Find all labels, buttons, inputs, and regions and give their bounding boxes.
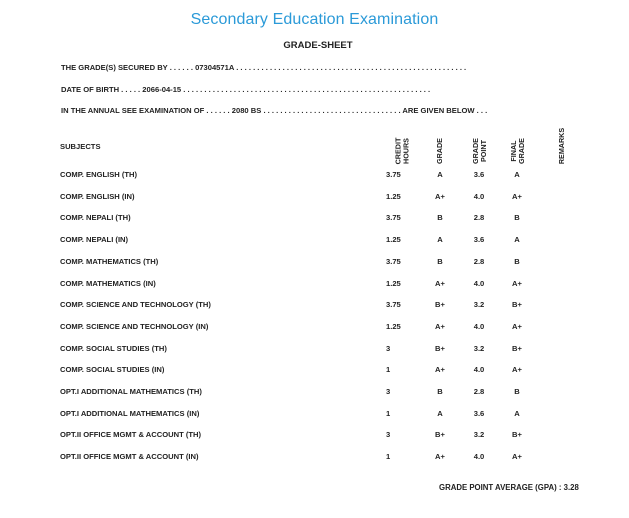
final-grade-value: A — [514, 170, 520, 179]
grade-secured-by-dots: . . . . . . . . . . . . . . . . . . . . . . . . . . . . . . . . . . . . . . . . . . . . . . . . . . . . . . . — [236, 63, 467, 72]
grade-value: A — [437, 235, 443, 245]
subject-name: COMP. SOCIAL STUDIES (IN) — [60, 365, 165, 375]
symbol-number: 07304571A — [195, 63, 235, 72]
grade-point-value: 4.0 — [473, 452, 485, 462]
subject-name: OPT.II OFFICE MGMT & ACCOUNT (IN) — [60, 452, 199, 462]
credit-hours-value: 1.25 — [386, 235, 401, 245]
credit-hours-value: 3.75 — [386, 256, 401, 266]
final-grade-value: B — [514, 387, 520, 396]
header-grade-point — [470, 130, 490, 172]
final-grade-value: A — [514, 235, 520, 245]
final-grade-value: A+ — [512, 365, 522, 375]
final-grade-value: B+ — [512, 343, 522, 353]
date-of-birth-line — [61, 85, 430, 94]
grade-point-value: 3.6 — [473, 170, 485, 179]
grade-point-value: 2.8 — [473, 387, 485, 396]
subject-name: COMP. SCIENCE AND TECHNOLOGY (IN) — [60, 321, 209, 331]
credit-hours-value: 3 — [386, 430, 391, 440]
subject-name: COMP. ENGLISH (IN) — [60, 191, 135, 201]
grade-value: A+ — [435, 365, 445, 375]
header-credit-hours — [392, 130, 412, 172]
exam-prefix: IN THE ANNUAL SEE EXAMINATION OF . . . . . . — [61, 106, 230, 115]
subject-name: COMP. MATHEMATICS (IN) — [60, 278, 156, 288]
header-credit-line2: HOURS — [401, 138, 411, 164]
subject-name: OPT.II OFFICE MGMT & ACCOUNT (TH) — [60, 430, 202, 440]
table-row — [0, 213, 629, 227]
subject-name: OPT.I ADDITIONAL MATHEMATICS (TH) — [60, 387, 202, 396]
exam-year: 2080 BS — [231, 106, 262, 115]
grade-point-value: 3.2 — [473, 343, 485, 353]
header-remarks — [552, 125, 572, 167]
grade-value: A+ — [435, 452, 445, 462]
grade-value: B+ — [435, 300, 445, 310]
grade-point-value: 2.8 — [473, 213, 485, 223]
grade-point-value: 2.8 — [473, 256, 485, 266]
grade-point-value: 4.0 — [473, 191, 485, 201]
header-remarks-label: REMARKS — [557, 127, 566, 165]
header-final-line2: GRADE — [517, 138, 526, 164]
header-credit-line1: CREDIT — [393, 137, 403, 165]
header-grade-point-line1: GRADE — [471, 138, 480, 164]
grade-value: A+ — [435, 191, 445, 201]
subject-name: COMP. SOCIAL STUDIES (TH) — [60, 343, 167, 353]
grade-point-value: 4.0 — [473, 365, 485, 375]
credit-hours-value: 3 — [386, 343, 391, 353]
subject-name: OPT.I ADDITIONAL MATHEMATICS (IN) — [60, 408, 200, 418]
subject-name: COMP. NEPALI (TH) — [60, 213, 131, 223]
subject-name: COMP. MATHEMATICS (TH) — [60, 256, 159, 266]
table-row — [0, 300, 629, 314]
header-subjects: SUBJECTS — [60, 142, 101, 151]
table-row — [0, 192, 629, 206]
subject-name: COMP. SCIENCE AND TECHNOLOGY (TH) — [60, 300, 211, 310]
final-grade-value: B+ — [512, 300, 522, 310]
grade-point-value: 3.6 — [473, 235, 485, 245]
header-final-grade — [508, 130, 528, 172]
grade-point-value: 3.2 — [473, 430, 485, 440]
grade-value: A — [437, 170, 443, 179]
table-row — [0, 322, 629, 336]
grade-value: B+ — [435, 430, 445, 440]
subject-name: COMP. NEPALI (IN) — [60, 235, 129, 245]
grade-sheet-heading: GRADE-SHEET — [283, 40, 353, 51]
table-row — [0, 279, 629, 293]
credit-hours-value: 1 — [386, 452, 391, 462]
table-row — [0, 452, 629, 466]
table-row — [0, 170, 629, 184]
header-grade — [430, 130, 450, 172]
grade-point-value: 3.2 — [473, 300, 485, 310]
subject-name: COMP. ENGLISH (TH) — [60, 170, 138, 179]
table-row — [0, 257, 629, 271]
dob-dots: . . . . . . . . . . . . . . . . . . . . . . . . . . . . . . . . . . . . . . . . . . . . . . . . . . . . . . . . . . . — [183, 85, 431, 94]
grade-point-value: 4.0 — [473, 278, 485, 288]
credit-hours-value: 1.25 — [386, 278, 401, 288]
grade-value: A+ — [435, 278, 445, 288]
header-grade-point-line2: POINT — [479, 140, 488, 162]
table-row — [0, 409, 629, 423]
grade-point-value: 3.6 — [473, 408, 485, 418]
table-row — [0, 430, 629, 444]
final-grade-value: B — [514, 256, 520, 266]
final-grade-value: A+ — [512, 452, 522, 462]
grade-secured-by-line — [61, 63, 466, 72]
table-row — [0, 344, 629, 358]
credit-hours-value: 3 — [386, 387, 391, 396]
credit-hours-value: 3.75 — [386, 170, 401, 179]
credit-hours-value: 3.75 — [386, 300, 401, 310]
final-grade-value: A+ — [512, 191, 522, 201]
credit-hours-value: 1.25 — [386, 191, 401, 201]
header-grade-label: GRADE — [435, 138, 444, 164]
table-row — [0, 365, 629, 379]
table-row — [0, 387, 629, 401]
grade-value: B — [437, 387, 443, 396]
dob-prefix: DATE OF BIRTH . . . . . — [61, 85, 141, 94]
credit-hours-value: 1.25 — [386, 321, 401, 331]
grade-secured-by-prefix: THE GRADE(S) SECURED BY . . . . . . — [61, 63, 193, 72]
grade-value: B — [437, 213, 443, 223]
grade-value: A+ — [435, 321, 445, 331]
credit-hours-value: 1 — [386, 408, 391, 418]
final-grade-value: A+ — [512, 278, 522, 288]
exam-line — [61, 106, 487, 115]
credit-hours-value: 3.75 — [386, 213, 401, 223]
date-of-birth: 2066-04-15 — [142, 85, 182, 94]
exam-suffix: . . . . . . . . . . . . . . . . . . . . . . . . . . . . . . . . . ARE GIVEN BELOW . . . — [263, 106, 488, 115]
table-row — [0, 235, 629, 249]
header-final-line1: FINAL — [509, 140, 518, 162]
grade-value: B — [437, 256, 443, 266]
grade-point-value: 4.0 — [473, 321, 485, 331]
final-grade-value: A+ — [512, 321, 522, 331]
grade-value: B+ — [435, 343, 445, 353]
final-grade-value: B+ — [512, 430, 522, 440]
final-grade-value: B — [514, 213, 520, 223]
credit-hours-value: 1 — [386, 365, 391, 375]
gpa-summary: GRADE POINT AVERAGE (GPA) : 3.28 — [439, 483, 579, 492]
grade-value: A — [437, 408, 443, 418]
document-title: Secondary Education Examination — [190, 11, 439, 28]
final-grade-value: A — [514, 408, 520, 418]
